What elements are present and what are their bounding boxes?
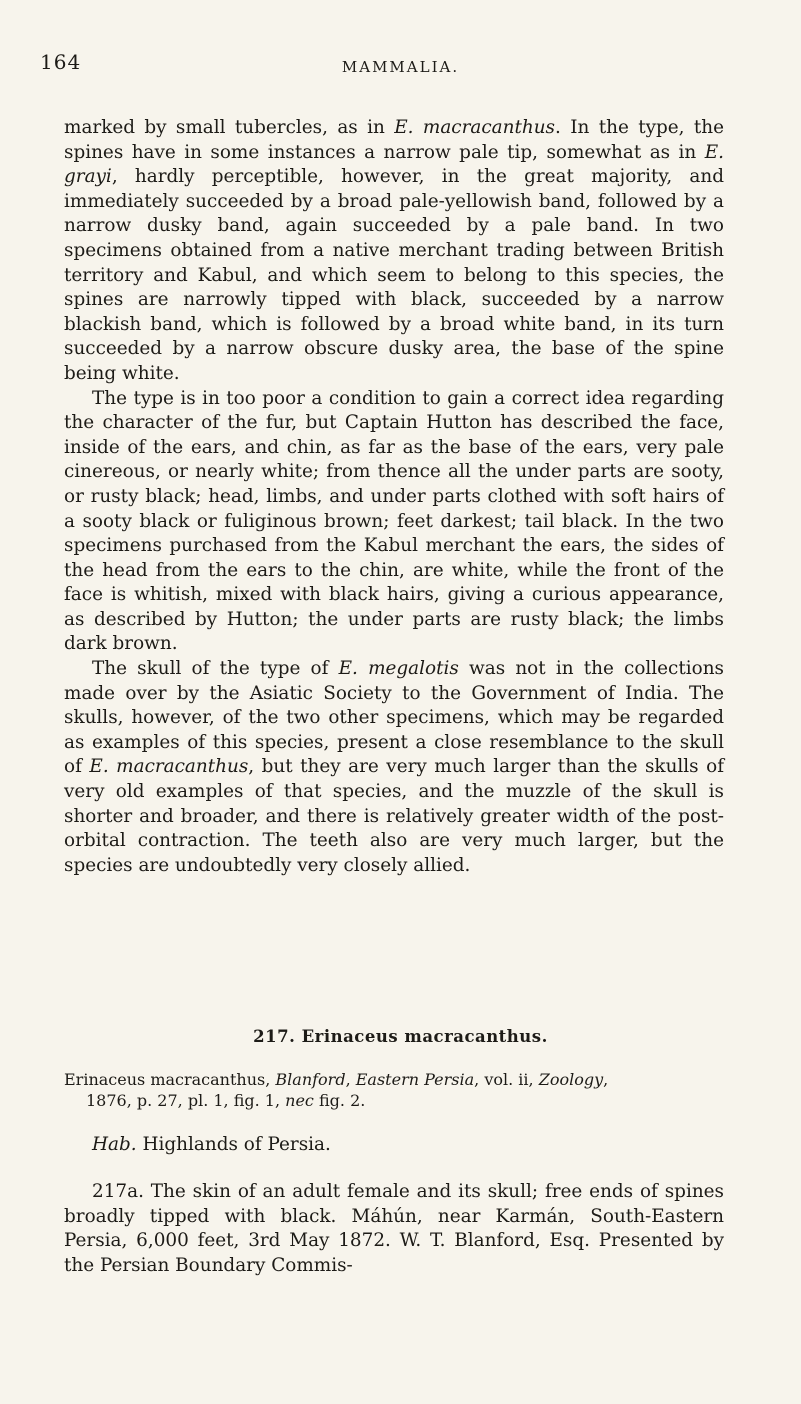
text-run: fig. 2. <box>313 1091 366 1110</box>
taxon-name: E. macracanthus <box>394 117 555 138</box>
synonymy-citation <box>64 1090 724 1111</box>
text-run: , <box>603 1070 609 1089</box>
text-run: , hardly perceptible, however, in the great majority, and immediately succeeded by a broad pale-yellowish band, followed by a narrow dusky band, again succeeded by a pale band. In two specimens obtained from a native merchant trading between British territory and Kabul, and which seem to belong to this species, the spines are narrowly tipped with black, succeeded by a narrow blackish band, which is followed by a broad white band, in its turn succeeded by a narrow obscure dusky area, the base of the spine being white. <box>64 166 724 384</box>
synonym-part: Zoology <box>538 1070 604 1089</box>
text-run: was not in the collections made over by the Asiatic Society to the Government of India. The skulls, however, of the two other specimens, which may be regarded as examples of this species, present a close resemblance to the skull of <box>64 658 724 778</box>
specimen-entry <box>64 1180 724 1278</box>
synonym-work: Eastern Persia <box>355 1070 475 1089</box>
running-head <box>0 50 801 90</box>
paragraph-spines <box>64 116 724 387</box>
text-run: The skull of the type of <box>92 658 339 680</box>
text-run: marked by small tubercles, as in <box>64 117 395 138</box>
taxon-name: E. grayi <box>64 141 724 188</box>
synonymy-entry <box>64 1069 724 1111</box>
specimen-paragraph: 217a. The skin of an adult female and its skull; free ends of spines broadly tipped with black. Máhún, near Karmán, South-Eastern Persia, 6,000 feet, 3rd May 1872. W. T. Blanford, Esq. Presented by the Persian Boundary Commis- <box>64 1181 724 1276</box>
page-number: 164 <box>40 50 82 74</box>
habitat-label: Hab. <box>92 1134 137 1155</box>
paragraph-skull <box>64 657 724 878</box>
habitat-line <box>92 1133 331 1157</box>
text-run: , vol. ii, <box>474 1070 539 1089</box>
text-run: 1876, p. 27, pl. 1, fig. 1, <box>86 1091 286 1110</box>
species-heading: 217. Erinaceus macracanthus. <box>253 1027 548 1046</box>
synonym-author: Blanford <box>275 1070 346 1089</box>
taxon-name: E. macracanthus <box>89 756 249 778</box>
synonym-name: Erinaceus macracanthus, <box>64 1070 276 1089</box>
habitat-text: Highlands of Persia. <box>136 1134 331 1155</box>
running-title: MAMMALIA. <box>341 58 460 76</box>
paragraph-fur: The type is in too poor a condition to gain a correct idea regarding the character of the fur, but Captain Hutton has described the face, inside of the ears, and chin, as far as the base of the ears, very pale cinereous, or nearly white; from thence all the under parts are sooty, or rusty black; head, limbs, and under parts clothed with soft hairs of a sooty black or fuliginous brown; feet darkest; tail black. In the two specimens purchased from the Kabul merchant the ears, the sides of the head from the ears to the chin, are white, while the front of the face is whitish, mixed with black hairs, giving a curious appearance, as described by Hutton; the under parts are rusty black; the limbs dark brown. <box>64 387 724 655</box>
body-text <box>64 116 724 878</box>
taxon-name: E. megalotis <box>338 658 459 680</box>
text-run: . In the type, the spines have in some instances a narrow pale tip, somewhat as in <box>64 117 725 163</box>
text-run: , but they are very much larger than the skulls of very old examples of that species, and the muzzle of the skull is shorter and broader, and there is relatively greater width of the post-orbital contraction. The teeth also are very much larger, but the species are undoubtedly very closely allied. <box>64 756 724 876</box>
synonym-nec: nec <box>285 1091 314 1110</box>
text-run: , <box>345 1070 356 1089</box>
